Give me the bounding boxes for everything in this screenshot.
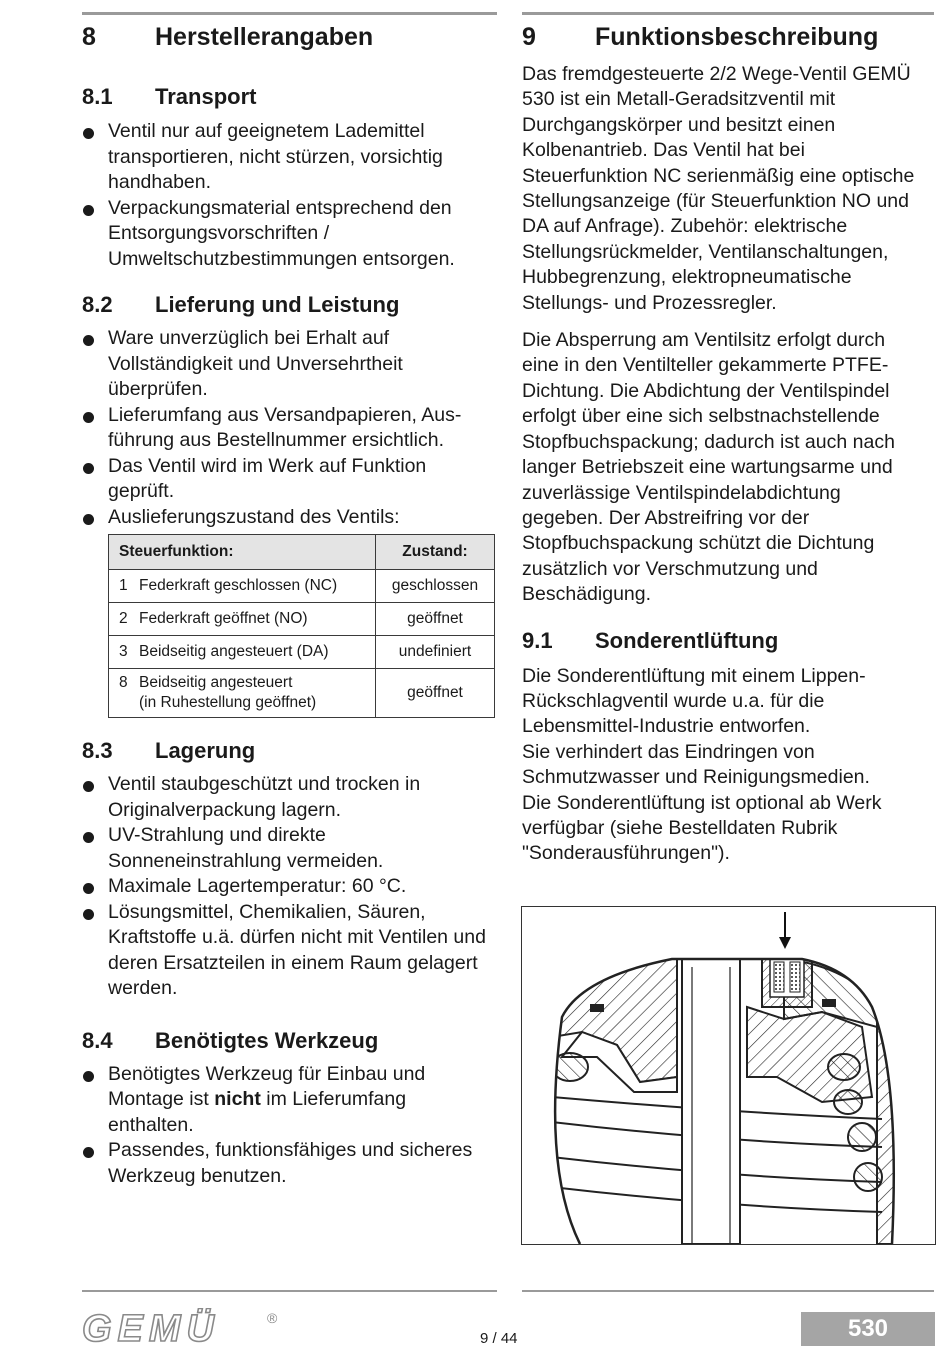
- section-number: 8: [82, 22, 96, 51]
- column-header: Zustand:: [376, 535, 495, 570]
- list-item: Lösungsmittel, Chemikalien, Säuren, Kraftstoffe u.ä. dürfen nicht mit Ventilen und deren Ersatzteilen in einem Raum gelagert werden.: [82, 900, 497, 1002]
- section-title: Lagerung: [155, 738, 256, 763]
- section-body: [552, 947, 907, 1244]
- row-number: 3: [119, 643, 128, 660]
- section-number: 9: [522, 22, 536, 51]
- list-item: Ventil staubgeschützt und trocken in Originalverpackung lagern.: [82, 772, 497, 823]
- section-number: 8.3: [82, 738, 113, 763]
- cell-text: Beidseitig angesteuert: [139, 674, 293, 691]
- registered-mark: ®: [267, 1310, 278, 1326]
- section-number: 8.2: [82, 292, 113, 317]
- list-item: Maximale Lagertemperatur: 60 °C.: [82, 874, 497, 900]
- list-item: Passendes, funktionsfähiges und sicheres Werkzeug benutzen.: [82, 1138, 497, 1189]
- list-item: UV-Strahlung und direkte Sonneneinstrahlung vermeiden.: [82, 823, 497, 874]
- storage-list: [82, 772, 497, 1002]
- top-rule-left: [82, 12, 497, 15]
- emphasis-text: nicht: [214, 1088, 261, 1110]
- right-column: [522, 18, 927, 867]
- section-8-heading: [82, 18, 497, 56]
- tools-list: [82, 1062, 497, 1190]
- table-cell: [109, 636, 376, 669]
- logo-graphic: [82, 1308, 282, 1348]
- column-header: Steuerfunktion:: [109, 535, 376, 570]
- page-number: 9 / 44: [480, 1330, 518, 1347]
- text-run: Sie verhindert das Eindringen von Schmutzwasser und Reinigungsmedien.: [522, 740, 870, 789]
- list-item: Verpackungsmaterial entsprechend den Entsorgungsvorschriften / Umweltschutzbestimmungen entsorgen.: [82, 196, 497, 273]
- cell-text: Federkraft geöffnet (NO): [139, 610, 308, 627]
- table-row: [109, 636, 495, 669]
- list-item: Das Ventil wird im Werk auf Funktion geprüft.: [82, 454, 497, 505]
- list-item: Ventil nur auf geeignetem Lademittel transportieren, nicht stürzen, vorsichtig handhaben.: [82, 119, 497, 196]
- cell-text: (in Ruhestellung geöffnet): [139, 694, 317, 711]
- list-item: [82, 1062, 497, 1139]
- section-9-1-heading: [522, 624, 927, 658]
- table-header-row: [109, 535, 495, 570]
- delivery-list: [82, 326, 497, 530]
- section-number: 9.1: [522, 627, 553, 653]
- arrow-head-icon: [779, 937, 791, 949]
- text-run: im Lieferumfang enthalten.: [108, 1088, 407, 1136]
- section-title: Sonderentlüftung: [595, 627, 779, 653]
- table-cell: geöffnet: [376, 603, 495, 636]
- delivery-state-table: [108, 534, 495, 718]
- section-title: Herstellerangaben: [155, 22, 374, 51]
- list-item: Lieferumfang aus Versandpapieren, Aus-führung aus Bestellnummer ersichtlich.: [82, 403, 497, 454]
- gemu-logo: [82, 1308, 282, 1353]
- table-cell: geöffnet: [376, 669, 495, 718]
- text-run: Benötigtes Werkzeug für Einbau und Montage ist: [108, 1062, 426, 1110]
- cell-text: Federkraft geschlossen (NC): [139, 577, 338, 594]
- table-row: [109, 570, 495, 603]
- logo-text: GEMÜ: [82, 1308, 220, 1348]
- text-run: Die Sonderentlüftung ist optional ab Werk verfügbar (siehe Bestelldaten Rubrik "Sonderausführungen").: [522, 791, 882, 865]
- section-title: Transport: [155, 84, 257, 109]
- row-number: 1: [119, 577, 128, 594]
- footer-rule-left: [82, 1290, 497, 1292]
- valve-cross-section-figure: [521, 906, 936, 1245]
- row-number: 2: [119, 610, 128, 627]
- table-cell: [109, 570, 376, 603]
- text-run: Die Sonderentlüftung mit einem Lippen-Rückschlagventil wurde u.a. für die Lebensmittel-Industrie entworfen.: [522, 664, 866, 738]
- transport-list: [82, 119, 497, 272]
- list-item: Auslieferungszustand des Ventils:: [82, 505, 497, 531]
- table-row: [109, 603, 495, 636]
- section-title: Funktionsbeschreibung: [595, 22, 879, 51]
- footer-rule-right: [522, 1290, 934, 1292]
- table-cell: undefiniert: [376, 636, 495, 669]
- valve-section-drawing: [522, 907, 935, 1244]
- section-8-4-heading: [82, 1024, 497, 1058]
- table-cell: geschlossen: [376, 570, 495, 603]
- section-8-2-heading: [82, 288, 497, 322]
- section-number: 8.1: [82, 84, 113, 109]
- section-8-3-heading: [82, 734, 497, 768]
- table-row: [109, 669, 495, 718]
- venting-paragraph: [522, 664, 927, 867]
- product-badge: 530: [801, 1312, 935, 1346]
- cell-text: Beidseitig angesteuert (DA): [139, 643, 329, 660]
- table-cell: [109, 669, 376, 718]
- top-rule-right: [522, 12, 934, 15]
- list-item: Ware unverzüglich bei Erhalt auf Vollständigkeit und Unversehrtheit überprüfen.: [82, 326, 497, 403]
- section-title: Benötigtes Werkzeug: [155, 1027, 379, 1053]
- row-number: 8: [119, 674, 128, 691]
- section-number: 8.4: [82, 1027, 113, 1053]
- left-column: [82, 18, 497, 1189]
- section-title: Lieferung und Leistung: [155, 292, 400, 317]
- table-cell: [109, 603, 376, 636]
- description-paragraph-1: Das fremdgesteuerte 2/2 Wege-Ventil GEMÜ 530 ist ein Metall-Geradsitzventil mit Durchgangskörper und besitzt einen Kolbenantrieb. Das Ventil hat bei Steuerfunktion NC serienmäßig eine optische Stellungsanzeige (für Steuerfunktion NO und DA auf Anfrage). Zubehör: elektrische Stellungsrückmelder, Ventilanschaltungen, Hubbegrenzung, elektropneumatische Stellungs- und Prozessregler.: [522, 63, 915, 314]
- section-8-1-heading: [82, 80, 497, 114]
- section-9-heading: [522, 18, 927, 56]
- description-paragraph-2: Die Absperrung am Ventilsitz erfolgt durch eine in den Ventilteller gekammerte PTFE-Dichtung. Die Abdichtung der Ventilspindel erfolgt über eine sich selbstnachstellende Stopfbuchspackung; dadurch ist auch nach langer Betriebszeit eine wartungsarme und zuverlässige Ventilspindelabdichtung gegeben. Der Abstreifring vor der Stopfbuchspackung schützt die Dichtung zusätzlich vor Verschmutzung und Beschädigung.: [522, 329, 895, 606]
